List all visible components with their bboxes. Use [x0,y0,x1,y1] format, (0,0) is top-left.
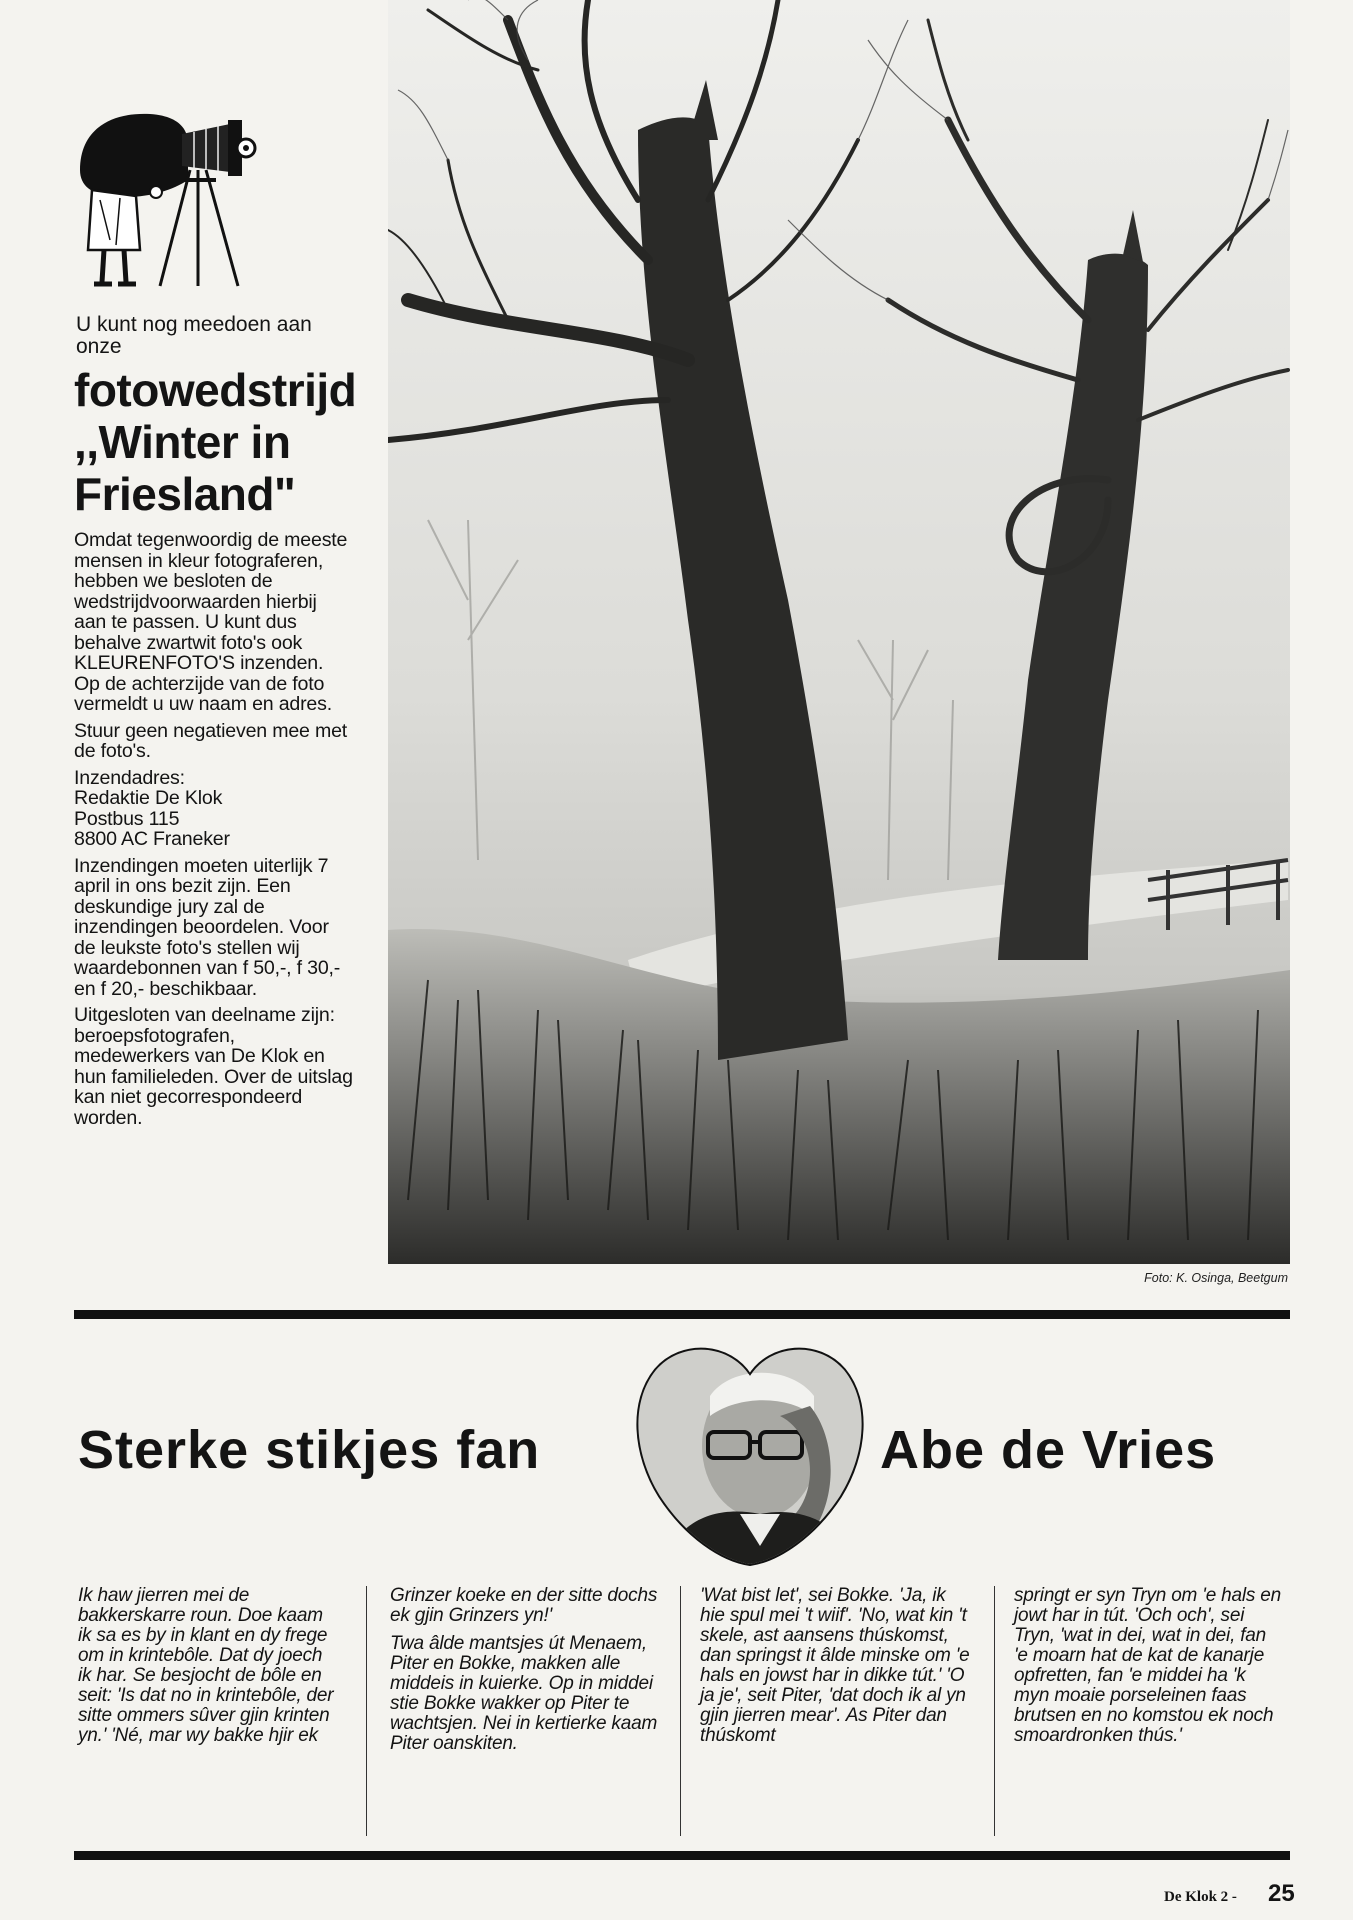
column-divider [680,1586,681,1836]
rules-paragraph: Stuur geen negatieven mee met de foto's. [74,719,348,762]
address-line: Postbus 115 [74,807,180,830]
story-text: Ik haw jierren mei de bakkerskarre roun. Doe kaam ik sa es by in klant en dy frege om in krintebôle. Dat dy joech ik har. Se besjocht de bôle en seit: 'Is dat no in krintebôle, der sitte ommers sûver gjin krinten yn.' 'Né, mar wy bakke hjir ek [78,1585,334,1746]
address-label: Inzendadres: [74,766,185,789]
rules-address [74,768,354,850]
photographer-camera-illustration [70,100,260,290]
story-text: springt er syn Tryn om 'e hals en jowt har in tút. 'Och och', sei Tryn, 'wat in dei, wat in dei, fan 'e moarn hat de kat de kanarje opfretten, fan 'e middei ha 'k myn moaie porseleinen faas brutsen en no komstou ek noch smoardronken thús.' [1014,1585,1282,1746]
story-text: Grinzer koeke en der sitte dochs ek gjin Grinzers yn!' [390,1585,658,1626]
story-text: 'Wat bist let', sei Bokke. 'Ja, ik hie spul mei 't wiif'. 'No, wat kin 't skele, ast aansens thúskomst, dan springst it âlde minske om 'e hals en jowst har in dikke tút.' 'O ja je', seit Piter, 'dat doch ik al yn gjin jierren mear'. As Piter dan thúskomt [700,1585,970,1746]
rules-paragraph: Inzendingen moeten uiterlijk 7 april in ons bezit zijn. Een deskundige jury zal de inzendingen beoordelen. Voor de leukste foto's stellen wij waardebonnen van f 50,-, f 30,- en f 20,- beschikbaar. [74,854,341,1000]
story-column [1014,1586,1284,1754]
story-column [78,1586,340,1754]
column-heading-right: Abe de Vries [880,1420,1217,1480]
rules-paragraph: Uitgesloten van deelname zijn: beroepsfotografen, medewerkers van De Klok en hun familieleden. Over de uitslag kan niet gecorrespondeerd worden. [74,1004,353,1129]
story-text: Twa âlde mantsjes út Menaem, Piter en Bokke, makken alle middeis in kuierke. Op in middei stie Bokke wakker op Piter te wachtsjen. Nei in kertierke kaam Piter oanskiten. [390,1633,658,1754]
column-divider [994,1586,995,1836]
contest-rules [74,530,354,1134]
story-column [700,1586,970,1754]
contest-title-line1: fotowedstrijd [74,364,357,416]
page-number: 25 [1268,1880,1295,1907]
contest-title-line2: ,,Winter in [74,416,291,468]
section-divider [74,1851,1290,1860]
winter-trees-image [388,0,1290,1264]
column-divider [366,1586,367,1836]
photo-credit: Foto: K. Osinga, Beetgum [1144,1271,1288,1285]
section-divider [74,1310,1290,1319]
rules-paragraph: Omdat tegenwoordig de meeste mensen in kleur fotograferen, hebben we besloten de wedstrijdvoorwaarden hierbij aan te passen. U kunt dus behalve zwartwit foto's ook KLEURENFOTO'S inzenden. Op de achterzijde van de foto vermeldt u uw naam en adres. [74,529,348,715]
author-portrait [630,1336,870,1566]
winter-photo [388,0,1290,1264]
contest-title-line3: Friesland" [74,468,296,520]
publication-name: De Klok 2 - [1164,1889,1237,1905]
story-column [390,1586,660,1762]
contest-title [74,364,364,520]
contest-intro: U kunt nog meedoen aan onze [76,313,312,358]
address-line: Redaktie De Klok [74,787,223,809]
column-heading-left: Sterke stikjes fan [78,1420,541,1480]
address-line: 8800 AC Franeker [74,828,230,850]
